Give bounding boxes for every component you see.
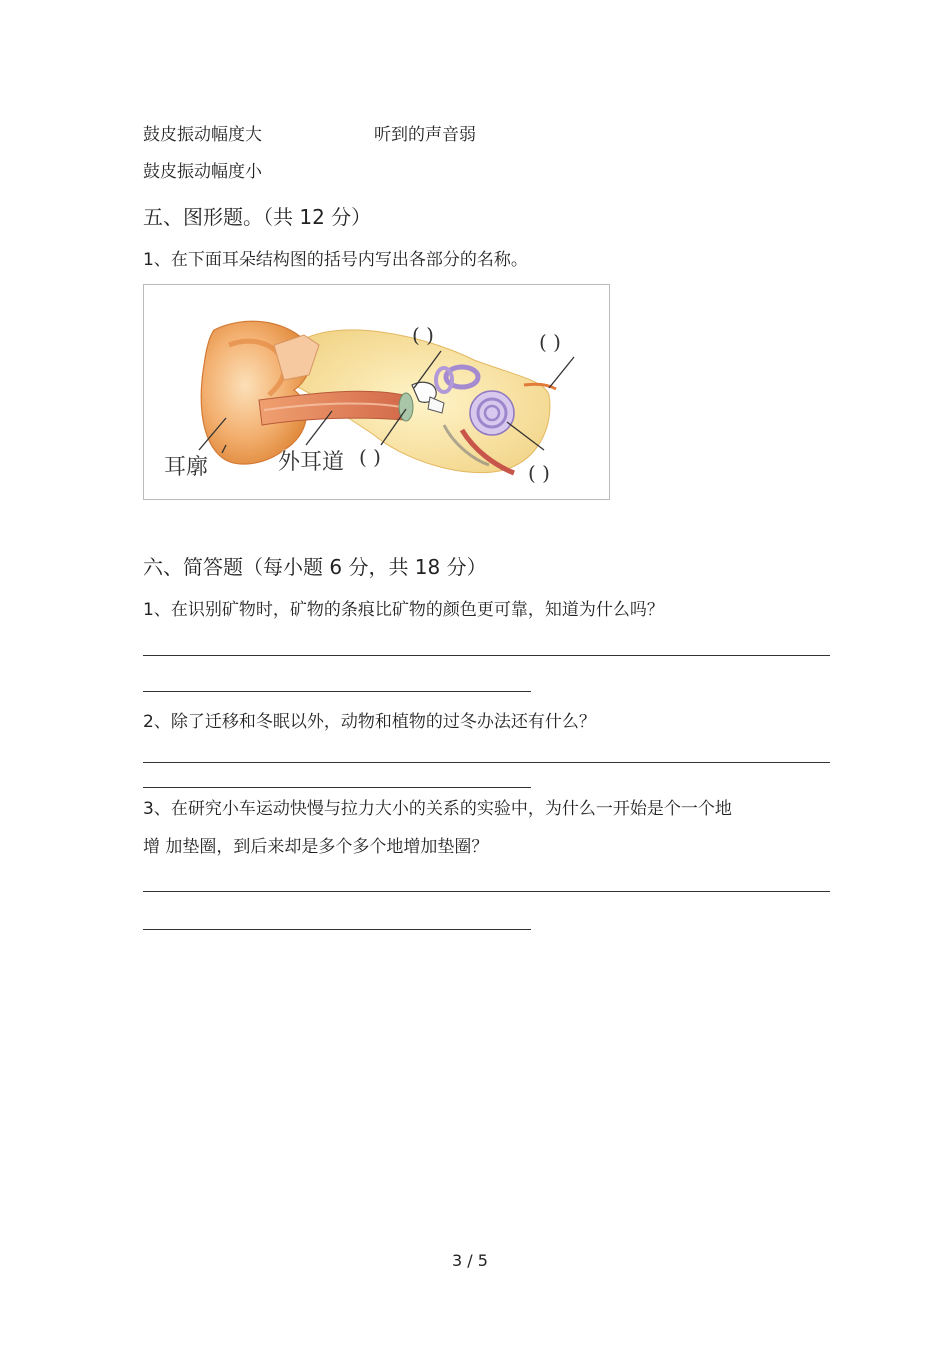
section-5-question-1: 1、在下面耳朵结构图的括号内写出各部分的名称。 (143, 250, 528, 270)
ear-structure-figure (143, 284, 610, 500)
match-left-1: 鼓皮振动幅度大 (143, 125, 262, 145)
answer-line-2b[interactable] (143, 787, 531, 788)
section-5-heading: 五、图形题。（共 12 分） (143, 205, 372, 229)
label-ear-canal: 外耳道 (278, 450, 345, 475)
match-left-2: 鼓皮振动幅度小 (143, 162, 262, 182)
section-6-heading: 六、简答题（每小题 6 分，共 18 分） (143, 555, 487, 579)
section-6-question-3-line-2: 增 加垫圈，到后来却是多个多个地增加垫圈？ (143, 837, 489, 857)
label-auricle: 耳廓 (164, 455, 209, 480)
page-number: 3 / 5 (452, 1251, 488, 1270)
answer-line-3a[interactable] (143, 891, 830, 892)
blank-ossicles[interactable]: ( ) (412, 323, 434, 347)
answer-line-3b[interactable] (143, 929, 531, 930)
match-right-1: 听到的声音弱 (374, 125, 476, 145)
blank-eardrum[interactable]: ( ) (359, 445, 381, 469)
section-6-question-2: 2、除了迁移和冬眠以外，动物和植物的过冬办法还有什么？ (143, 712, 596, 732)
answer-line-2a[interactable] (143, 762, 830, 763)
answer-line-1a[interactable] (143, 655, 830, 656)
answer-line-1b[interactable] (143, 691, 531, 692)
blank-cochlea[interactable]: ( ) (528, 461, 550, 485)
section-6-question-3-line-1: 3、在研究小车运动快慢与拉力大小的关系的实验中，为什么一开始是个一个地 (143, 799, 732, 819)
blank-nerve[interactable]: ( ) (539, 330, 561, 354)
section-6-question-1: 1、在识别矿物时，矿物的条痕比矿物的颜色更可靠，知道为什么吗？ (143, 600, 664, 620)
